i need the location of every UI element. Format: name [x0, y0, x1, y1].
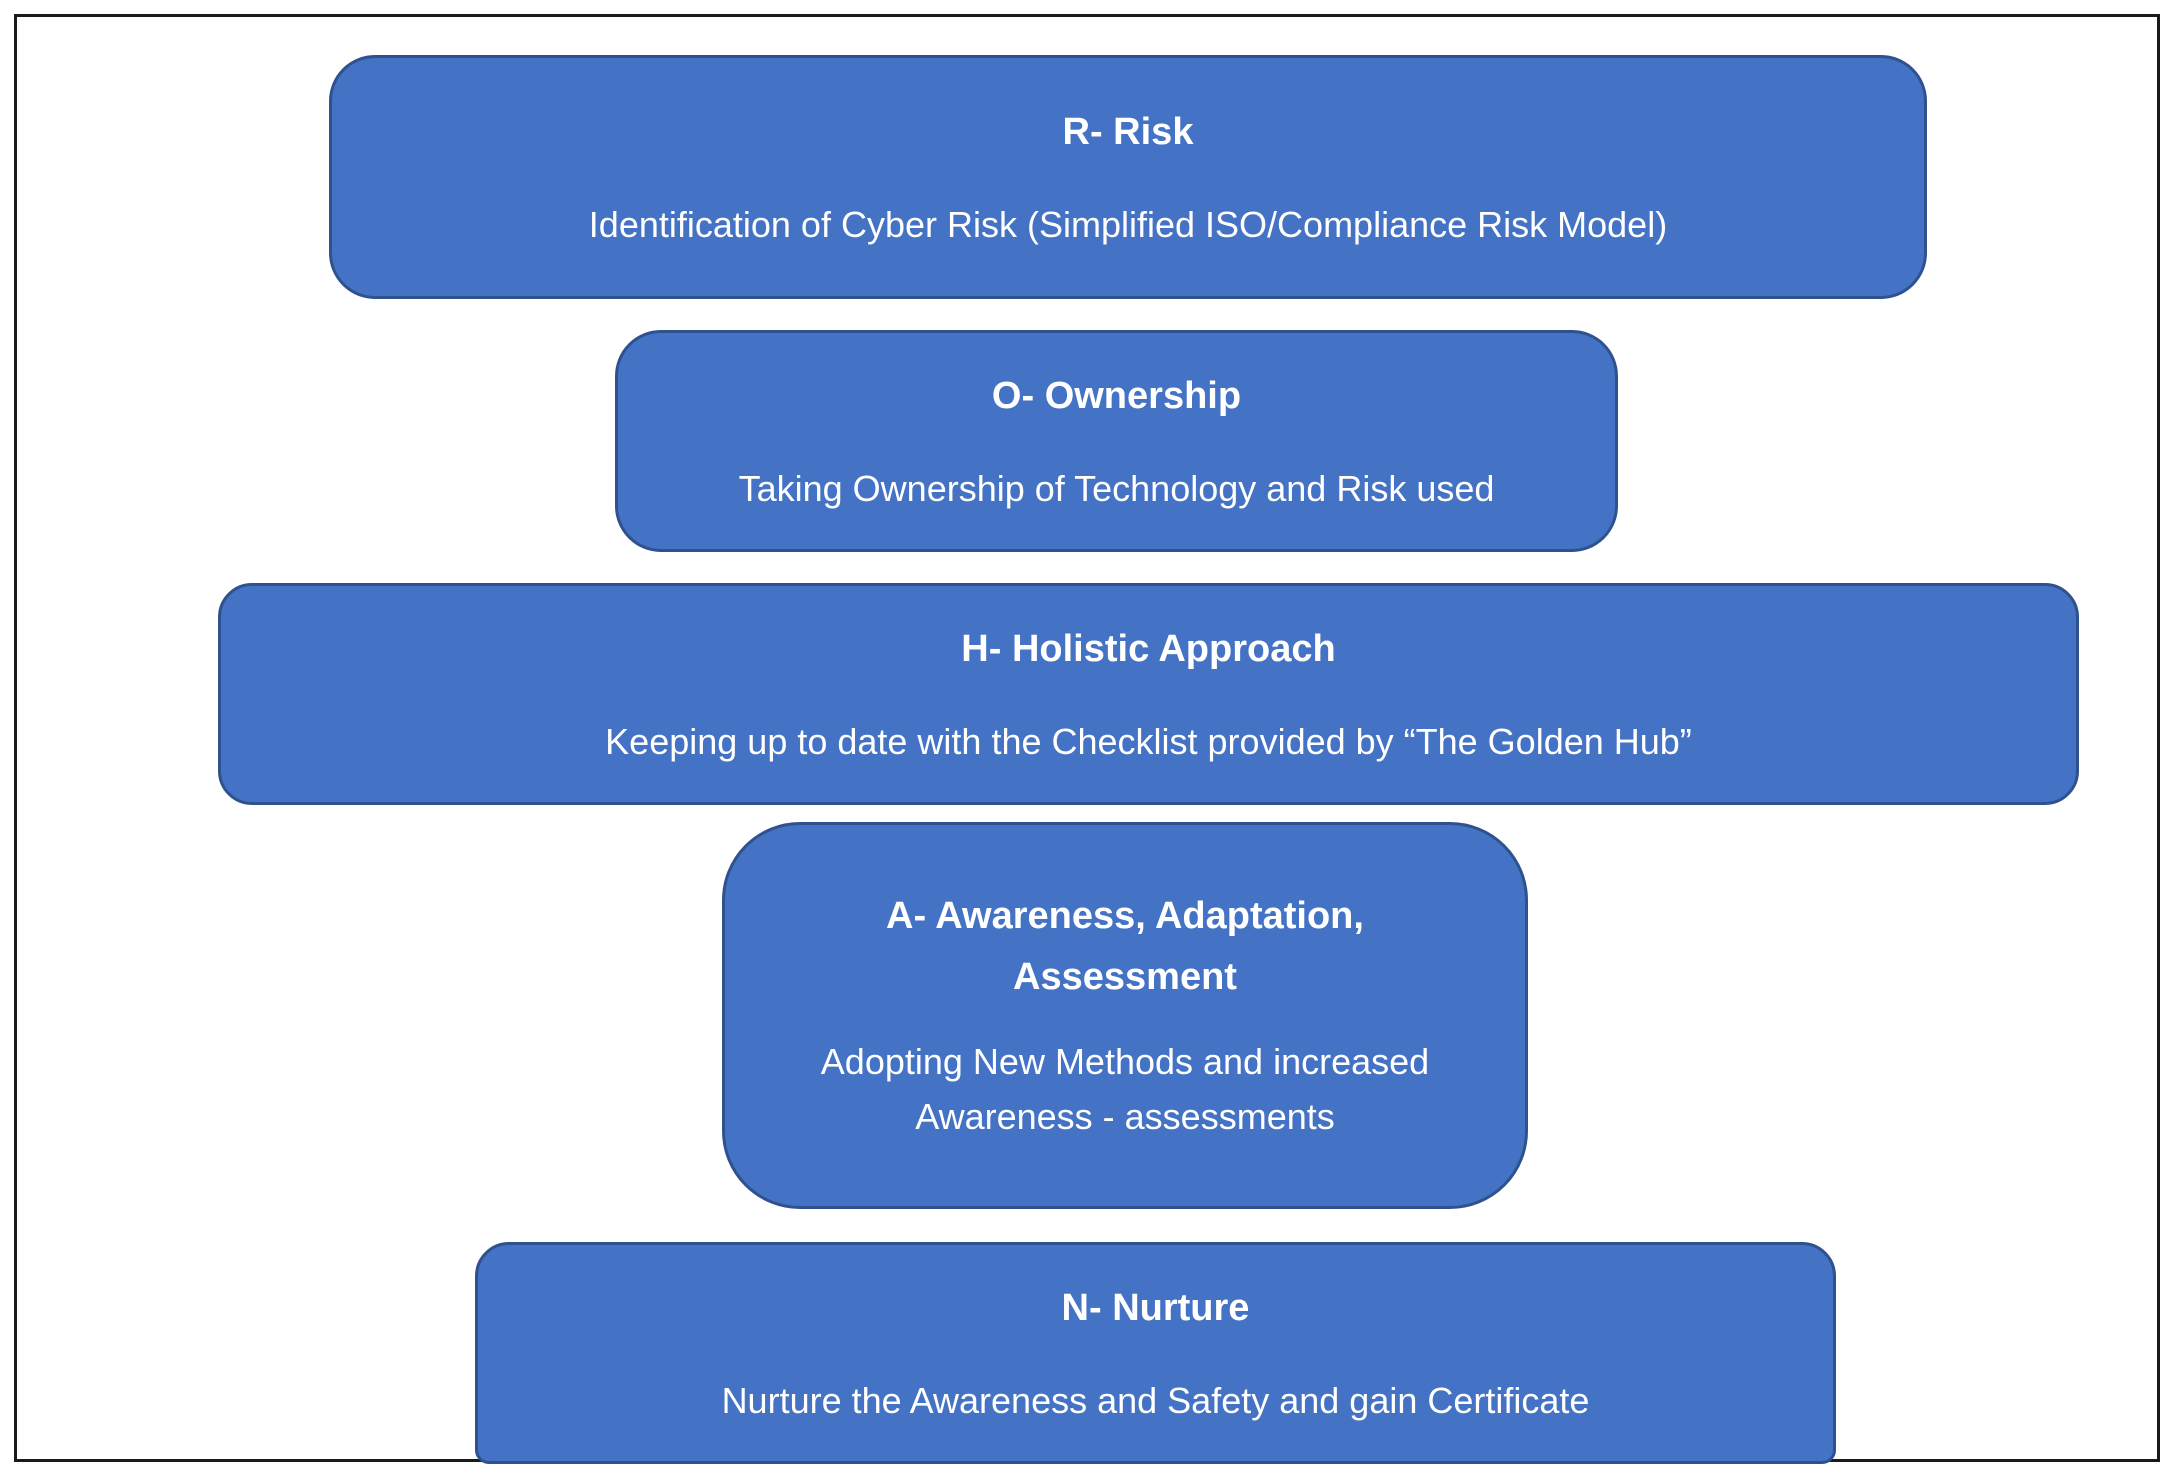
risk-description: Identification of Cyber Risk (Simplified ISO/Compliance Risk Model): [588, 203, 1668, 245]
ownership-box: [615, 330, 1618, 552]
ownership-title: O- Ownership: [991, 374, 1242, 417]
holistic-description: Keeping up to date with the Checklist provided by “The Golden Hub”: [605, 720, 1692, 762]
ownership-description: Taking Ownership of Technology and Risk used: [738, 467, 1495, 509]
risk-title: R- Risk: [1062, 110, 1194, 153]
nurture-description: Nurture the Awareness and Safety and gain Certificate: [721, 1379, 1590, 1421]
awareness-box: [722, 822, 1528, 1209]
awareness-title: A- Awareness, Adaptation, Assessment: [886, 894, 1364, 998]
holistic-title: H- Holistic Approach: [961, 627, 1336, 670]
risk-box: [329, 55, 1927, 299]
holistic-box: [218, 583, 2079, 805]
nurture-title: N- Nurture: [1061, 1286, 1250, 1329]
nurture-box: [475, 1242, 1836, 1464]
awareness-description: Adopting New Methods and increased Awareness - assessments: [820, 1040, 1430, 1138]
